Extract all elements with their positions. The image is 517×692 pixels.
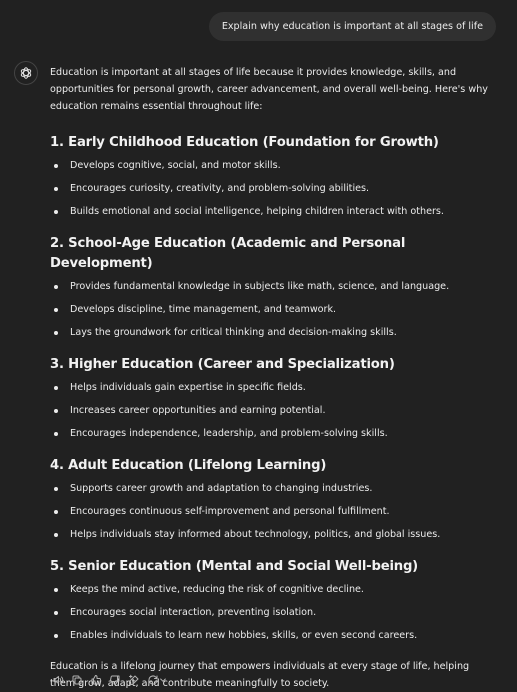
assistant-message	[50, 64, 490, 692]
edit-in-canvas-button[interactable]	[126, 672, 141, 687]
copy-icon	[71, 674, 83, 686]
section-school-age	[50, 234, 490, 339]
section-heading: 5. Senior Education (Mental and Social Well-being)	[50, 559, 419, 574]
chevron-down-icon	[159, 676, 167, 684]
list-item: Encourages curiosity, creativity, and problem-solving abilities.	[50, 182, 490, 195]
bullet-list	[50, 159, 490, 218]
user-message-row	[209, 12, 496, 41]
bad-response-button[interactable]	[107, 672, 122, 687]
list-item: Encourages social interaction, preventing isolation.	[50, 606, 490, 619]
bullet-list	[50, 482, 490, 541]
list-item: Helps individuals stay informed about technology, politics, and global issues.	[50, 528, 490, 541]
section-heading: 4. Adult Education (Lifelong Learning)	[50, 458, 327, 473]
section-higher-education	[50, 355, 490, 440]
section-heading: 1. Early Childhood Education (Foundation for Growth)	[50, 135, 439, 150]
regenerate-button[interactable]	[145, 672, 169, 687]
assistant-avatar	[14, 61, 38, 85]
regenerate-icon	[147, 674, 159, 686]
edit-canvas-icon	[128, 674, 140, 686]
user-message-bubble: Explain why education is important at all stages of life	[209, 12, 496, 41]
list-item: Keeps the mind active, reducing the risk of cognitive decline.	[50, 583, 490, 596]
conclusion-paragraph: Education is a lifelong journey that empowers individuals at every stage of life, helping them grow, adapt, and contribute meaningfully to society.	[50, 661, 470, 689]
thumbs-down-icon	[109, 674, 121, 686]
good-response-button[interactable]	[88, 672, 103, 687]
list-item: Encourages continuous self-improvement and personal fulfillment.	[50, 505, 490, 518]
section-heading: 2. School-Age Education (Academic and Personal Development)	[50, 236, 406, 271]
openai-logo-icon	[19, 66, 33, 80]
section-heading: 3. Higher Education (Career and Specialization)	[50, 357, 395, 372]
message-action-bar	[50, 672, 169, 687]
list-item: Lays the groundwork for critical thinking and decision-making skills.	[50, 326, 490, 339]
list-item: Helps individuals gain expertise in specific fields.	[50, 381, 490, 394]
list-item: Supports career growth and adaptation to changing industries.	[50, 482, 490, 495]
speaker-icon	[52, 674, 64, 686]
bullet-list	[50, 280, 490, 339]
list-item: Builds emotional and social intelligence, helping children interact with others.	[50, 205, 490, 218]
list-item: Encourages independence, leadership, and problem-solving skills.	[50, 427, 490, 440]
thumbs-up-icon	[90, 674, 102, 686]
section-senior-education	[50, 557, 490, 642]
bullet-list	[50, 381, 490, 440]
intro-paragraph: Education is important at all stages of life because it provides knowledge, skills, and opportunities for personal growth, career advancement, and overall well-being. Here's why education remains essential throughout life:	[50, 67, 488, 112]
section-adult-education	[50, 456, 490, 541]
list-item: Enables individuals to learn new hobbies, skills, or even second careers.	[50, 629, 490, 642]
list-item: Develops cognitive, social, and motor skills.	[50, 159, 490, 172]
list-item: Provides fundamental knowledge in subjects like math, science, and language.	[50, 280, 490, 293]
read-aloud-button[interactable]	[50, 672, 65, 687]
copy-button[interactable]	[69, 672, 84, 687]
list-item: Develops discipline, time management, and teamwork.	[50, 303, 490, 316]
list-item: Increases career opportunities and earning potential.	[50, 404, 490, 417]
section-early-childhood	[50, 133, 490, 218]
bullet-list	[50, 583, 490, 642]
